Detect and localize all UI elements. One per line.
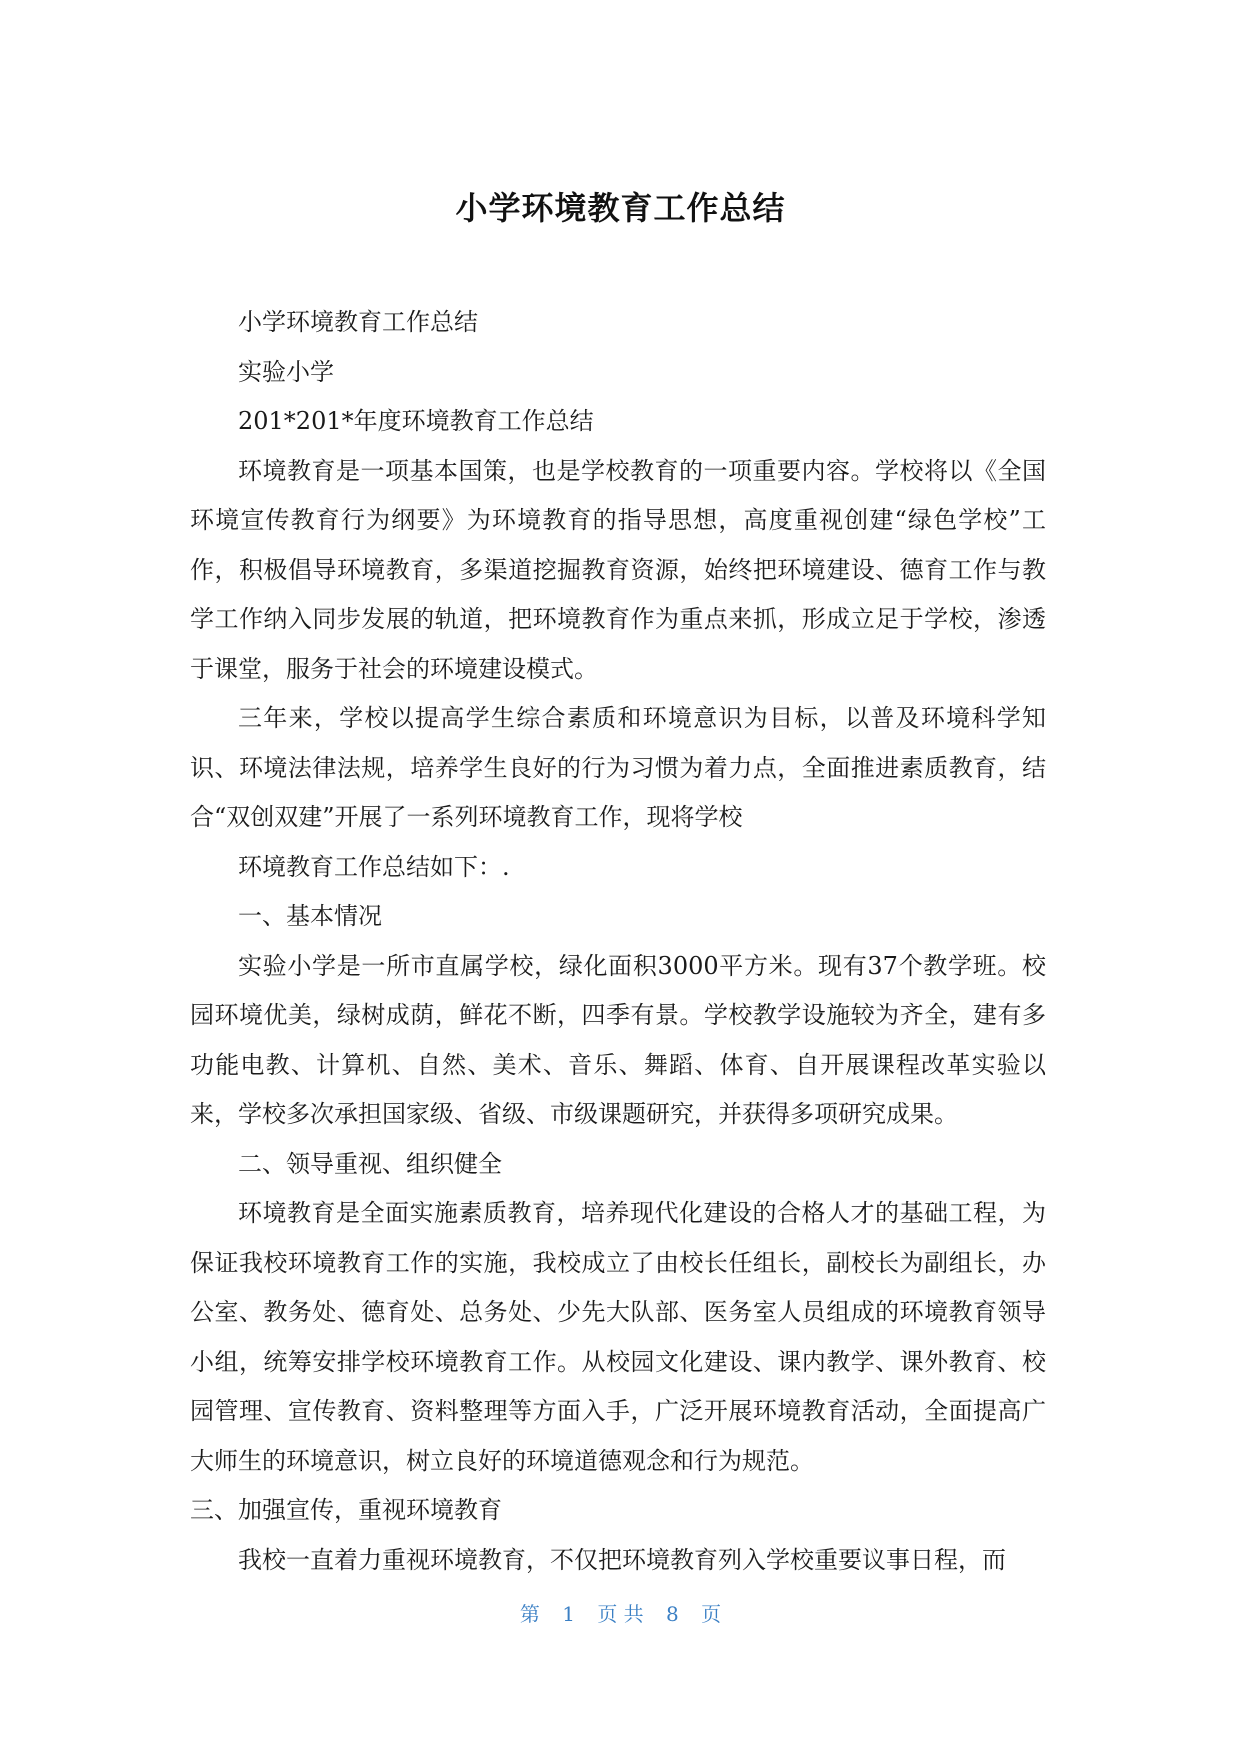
paragraph-heading-repeat: 小学环境教育工作总结 bbox=[238, 308, 478, 336]
paragraph-year-title: 201*201*年度环境教育工作总结 bbox=[238, 407, 594, 435]
section-heading-leadership: 二、领导重视、组织健全 bbox=[238, 1149, 502, 1178]
paragraph-publicity: 我校一直着力重视环境教育，不仅把环境教育列入学校重要议事日程，而 bbox=[238, 1545, 1006, 1574]
paragraph-school-name: 实验小学 bbox=[238, 357, 334, 386]
paragraph-summary-lead: 环境教育工作总结如下：. bbox=[238, 852, 510, 881]
paragraph-basic-info: 实验小学是一所市直属学校，绿化面积3000平方米。现有37个教学班。校园环境优美，绿树成荫，鲜花不断，四季有景。学校教学设施较为齐全，建有多功能电教、计算机、自然、美术、音乐、舞蹈、体育、自开展课程改革实验以来，学校多次承担国家级、省级、市级课题研究，并获得多项研究成果。 bbox=[190, 951, 1046, 1128]
paragraph-three-years: 三年来，学校以提高学生综合素质和环境意识为目标，以普及环境科学知识、环境法律法规，培养学生良好的行为习惯为着力点，全面推进素质教育，结合“双创双建”开展了一系列环境教育工作，现将学校 bbox=[190, 704, 1046, 831]
footer-label-page-of: 页 共 bbox=[597, 1602, 644, 1626]
section-heading-basic: 一、基本情况 bbox=[238, 902, 382, 930]
footer-current-page: 1 bbox=[562, 1602, 575, 1626]
footer-label-pages: 页 bbox=[701, 1602, 722, 1626]
document-title: 小学环境教育工作总结 bbox=[455, 189, 786, 227]
section-heading-publicity: 三、加强宣传，重视环境教育 bbox=[190, 1496, 502, 1524]
page-footer bbox=[0, 1600, 1241, 1628]
paragraph-intro: 环境教育是一项基本国策，也是学校教育的一项重要内容。学校将以《全国环境宣传教育行为纲要》为环境教育的指导思想，高度重视创建“绿色学校”工作，积极倡导环境教育，多渠道挖掘教育资源，始终把环境建设、德育工作与教学工作纳入同步发展的轨道，把环境教育作为重点来抓，形成立足于学校，渗透于课堂，服务于社会的环境建设模式。 bbox=[190, 456, 1046, 683]
footer-label-page: 第 bbox=[519, 1602, 540, 1626]
paragraph-leadership: 环境教育是全面实施素质教育，培养现代化建设的合格人才的基础工程，为保证我校环境教育工作的实施，我校成立了由校长任组长，副校长为副组长，办公室、教务处、德育处、总务处、少先大队部、医务室人员组成的环境教育领导小组，统筹安排学校环境教育工作。从校园文化建设、课内教学、课外教育、校园管理、宣传教育、资料整理等方面入手，广泛开展环境教育活动，全面提高广大师生的环境意识，树立良好的环境道德观念和行为规范。 bbox=[190, 1199, 1046, 1475]
document-body bbox=[190, 298, 1046, 1585]
footer-total-pages: 8 bbox=[666, 1602, 679, 1626]
